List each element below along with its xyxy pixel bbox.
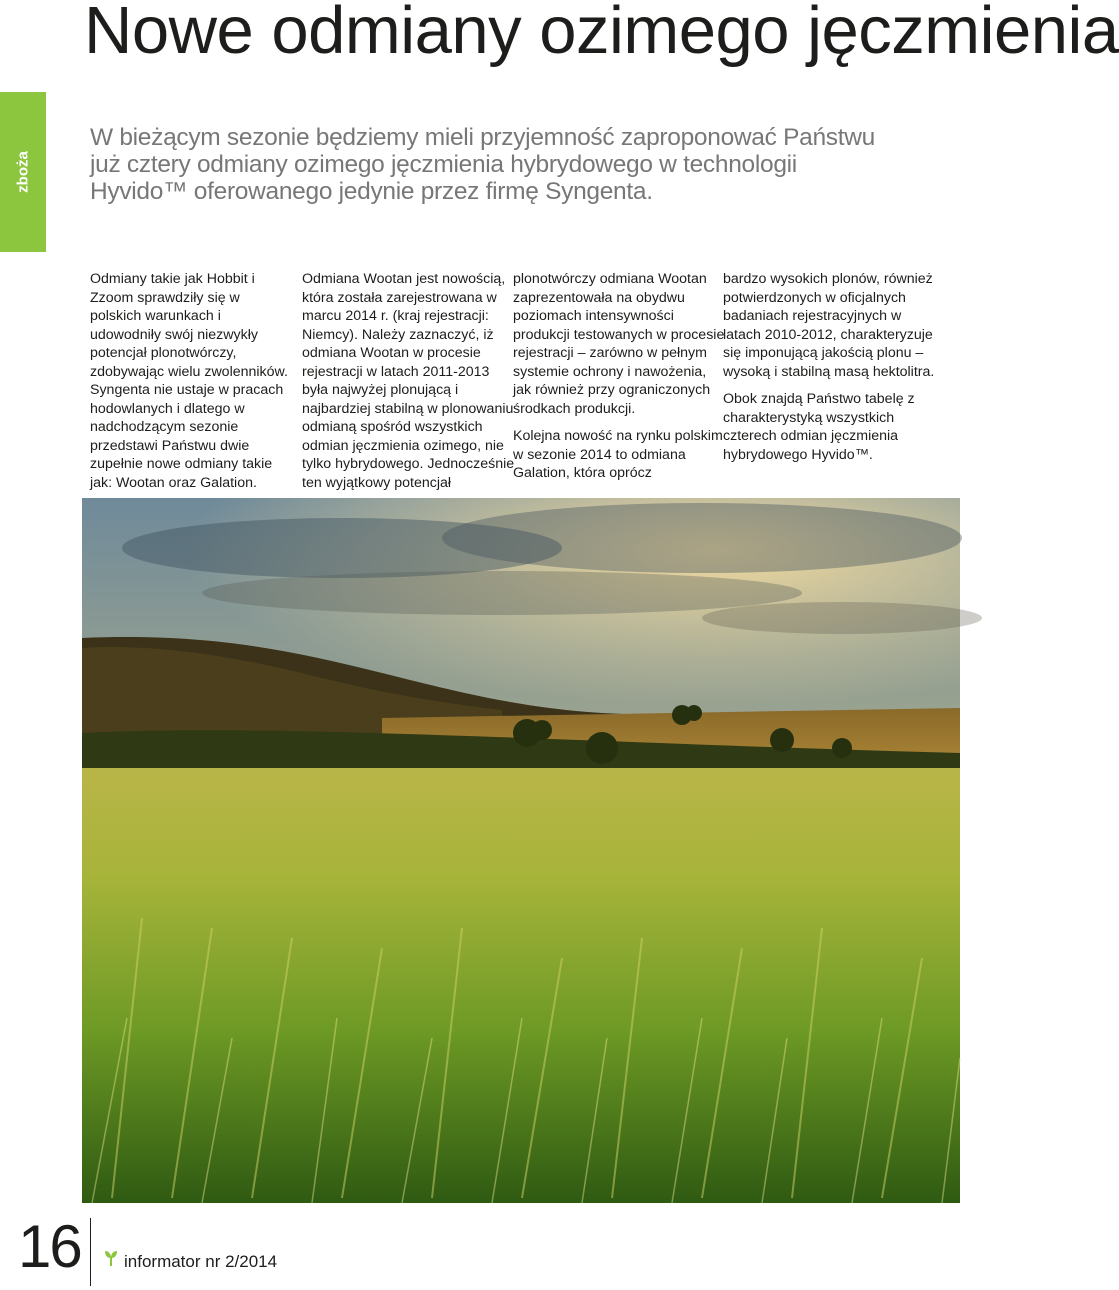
column-paragraph: plonotwórczy odmiana Wootan zaprezentowała na obydwu poziomach intensywności produkcji testowanych w procesie rejestracji – zarówno w pełnym systemie ochrony i nawożenia, jak również przy ograniczonych środkach produkcji. (513, 271, 725, 417)
lead-paragraph: W bieżącym sezonie będziemy mieli przyjemność zaproponować Państwu już cztery odmiany ozimego jęczmienia hybrydowego w technologii Hyvido™ oferowanego jedynie przez firmę Syngenta. (90, 124, 875, 205)
page-title: Nowe odmiany ozimego jęczmienia (84, 0, 1119, 68)
section-tab (0, 92, 46, 252)
section-tab-label: zboża (14, 151, 32, 193)
page-number: 16 (18, 1213, 81, 1280)
column-paragraph: Obok znajdą Państwo tabelę z charakterystyką wszystkich czterech odmian jęczmienia hybrydowego Hyvido™. (723, 391, 915, 463)
column-paragraph: Odmiany takie jak Hobbit i Zzoom sprawdziły się w polskich warunkach i udowodniły swój niezwykły potencjał plonotwórczy, zdobywając wielu zwolenników. Syngenta nie ustaje w pracach hodowlanych i dlatego w nadchodzącym sezonie przedstawi Państwu dwie zupełnie nowe odmiany takie jak: Wootan oraz Galation. (90, 271, 288, 491)
publication-label: informator nr 2/2014 (124, 1252, 278, 1271)
column-paragraph: Kolejna nowość na rynku polskim w sezonie 2014 to odmiana Galation, która oprócz (513, 428, 723, 481)
text-column-4 (723, 270, 938, 473)
footer-divider (90, 1218, 91, 1286)
column-paragraph: Odmiana Wootan jest nowością, która została zarejestrowana w marcu 2014 r. (kraj rejestracji: Niemcy). Należy zaznaczyć, iż odmiana Wootan w procesie rejestracji w latach 2011-2013 była najwyżej plonującą i najbardziej stabilną w plonowaniu odmianą spośród wszystkich odmian jęczmienia ozimego, nie tylko hybrydowego. Jednocześnie ten wyjątkowy potencjał (302, 271, 515, 491)
text-column-2 (302, 270, 517, 501)
syngenta-leaf-icon (104, 1250, 118, 1266)
text-column-1 (90, 270, 290, 501)
text-column-3 (513, 270, 728, 492)
column-paragraph: bardzo wysokich plonów, również potwierdzonych w oficjalnych badaniach rejestracyjnych w latach 2010-2012, charakteryzuje się imponującą jakością plonu – wysoką i stabilną masą hektolitra. (723, 271, 935, 380)
barley-field-photo (82, 498, 960, 1203)
